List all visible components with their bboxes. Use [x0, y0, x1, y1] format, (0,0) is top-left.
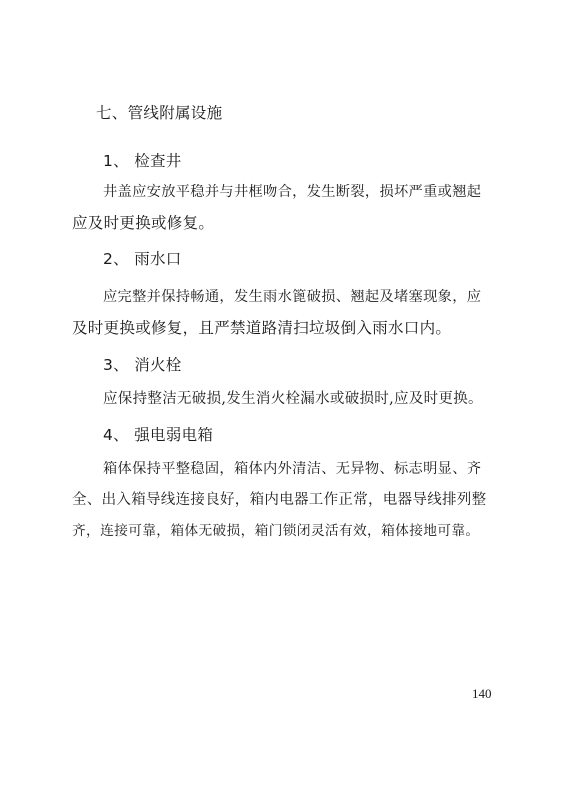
- paragraph-line: 应保持整洁无破损,发生消火栓漏水或破损时,应及时更换。: [103, 391, 483, 407]
- paragraph-line: 及时更换或修复，且严禁道路清扫垃圾倒入雨水口内。: [72, 319, 452, 337]
- paragraph-line: 应完整并保持畅通，发生雨水篦破损、翘起及堵塞现象，应: [103, 289, 482, 305]
- item-heading-rain-inlet: 2、 雨水口: [103, 250, 182, 268]
- page-number: 140: [472, 686, 492, 701]
- paragraph-line: 应及时更换或修复。: [72, 214, 215, 232]
- item-heading-electrical-box: 4、 强电弱电箱: [103, 426, 214, 444]
- item-heading-inspection-well: 1、 检查井: [103, 152, 182, 170]
- paragraph-line: 箱体保持平整稳固，箱体内外清洁、无异物、标志明显、齐: [103, 461, 482, 477]
- section-title: 七、管线附属设施: [96, 104, 223, 122]
- paragraph-line: 齐，连接可靠，箱体无破损，箱门锁闭灵活有效，箱体接地可靠。: [72, 523, 480, 539]
- paragraph-line: 井盖应安放平稳并与井框吻合，发生断裂，损坏严重或翘起: [103, 184, 482, 200]
- paragraph-line: 全、出入箱导线连接良好，箱内电器工作正常，电器导线排列整: [72, 492, 487, 508]
- item-heading-fire-hydrant: 3、 消火栓: [103, 356, 182, 374]
